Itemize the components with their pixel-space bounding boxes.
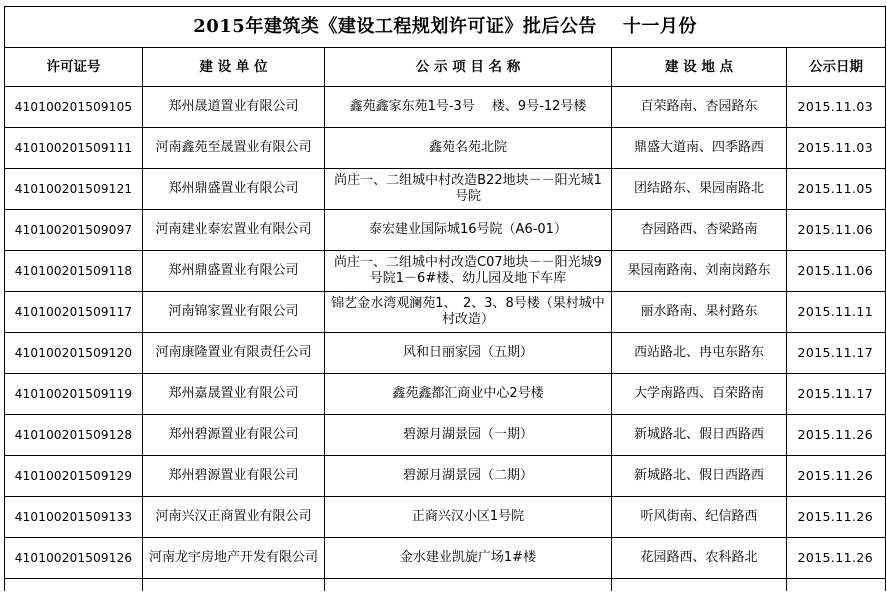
header-unit: 建 设 单 位 (143, 48, 325, 87)
header-row (5, 48, 886, 87)
cell-unit: 河南兴汉正商置业有限公司 (143, 497, 325, 538)
cell-permit-no: 410100201509111 (5, 128, 143, 169)
cell-permit-no: 410100201509118 (5, 251, 143, 292)
cell-unit: 郑州晟道置业有限公司 (143, 87, 325, 128)
cell-location: 大学南路西、百荣路南 (612, 374, 787, 415)
table-row (5, 497, 886, 538)
table-row (5, 333, 886, 374)
cell-unit: 郑州碧源置业有限公司 (143, 456, 325, 497)
cell-project: 泰宏建业国际城16号院（A6-01） (325, 210, 612, 251)
cell-date: 2015.11.06 (787, 251, 886, 292)
cell-location: 新城路北、假日西路西 (612, 415, 787, 456)
cell-unit: 郑州嘉晟置业有限公司 (143, 374, 325, 415)
header-project: 公 示 项 目 名 称 (325, 48, 612, 87)
cell-location: 果园南路南、刘南岗路东 (612, 251, 787, 292)
title-row (5, 7, 886, 48)
cell-location: 丽水路南、果村路东 (612, 292, 787, 333)
table-row (5, 169, 886, 210)
empty-cell (325, 579, 612, 592)
cell-location: 花园路西、农科路北 (612, 538, 787, 579)
table-row (5, 538, 886, 579)
table-row (5, 292, 886, 333)
cell-project: 锦艺金水湾观澜苑1、 2、3、8号楼（果村城中村改造） (325, 292, 612, 333)
cell-permit-no: 410100201509133 (5, 497, 143, 538)
cell-permit-no: 410100201509117 (5, 292, 143, 333)
cell-permit-no: 410100201509126 (5, 538, 143, 579)
table-row (5, 374, 886, 415)
empty-cell (787, 579, 886, 592)
cell-project: 风和日丽家园（五期） (325, 333, 612, 374)
cell-permit-no: 410100201509121 (5, 169, 143, 210)
partial-row (5, 579, 886, 592)
cell-project: 正商兴汉小区1号院 (325, 497, 612, 538)
table-row (5, 87, 886, 128)
cell-location: 团结路东、果园南路北 (612, 169, 787, 210)
cell-unit: 河南建业泰宏置业有限公司 (143, 210, 325, 251)
cell-location: 听风街南、纪信路西 (612, 497, 787, 538)
cell-project: 尚庄一、二组城中村改造C07地块－－阳光城9号院1－6#楼、幼儿园及地下车库 (325, 251, 612, 292)
cell-unit: 郑州碧源置业有限公司 (143, 415, 325, 456)
cell-project: 金水建业凯旋广场1#楼 (325, 538, 612, 579)
cell-project: 鑫苑鑫家东苑1号-3号 楼、9号-12号楼 (325, 87, 612, 128)
cell-project: 尚庄一、二组城中村改造B22地块－－阳光城1号院 (325, 169, 612, 210)
cell-date: 2015.11.26 (787, 415, 886, 456)
table-row (5, 251, 886, 292)
cell-location: 新城路北、假日西路西 (612, 456, 787, 497)
cell-date: 2015.11.06 (787, 210, 886, 251)
table-title (5, 7, 886, 48)
cell-date: 2015.11.17 (787, 333, 886, 374)
cell-location: 鼎盛大道南、四季路西 (612, 128, 787, 169)
cell-permit-no: 410100201509119 (5, 374, 143, 415)
month-text: 十一月份 (622, 16, 697, 37)
cell-permit-no: 410100201509105 (5, 87, 143, 128)
cell-date: 2015.11.17 (787, 374, 886, 415)
cell-date: 2015.11.26 (787, 456, 886, 497)
empty-cell (612, 579, 787, 592)
empty-cell (143, 579, 325, 592)
cell-unit: 郑州鼎盛置业有限公司 (143, 169, 325, 210)
table-row (5, 415, 886, 456)
cell-date: 2015.11.03 (787, 128, 886, 169)
cell-date: 2015.11.11 (787, 292, 886, 333)
cell-permit-no: 410100201509097 (5, 210, 143, 251)
header-location: 建 设 地 点 (612, 48, 787, 87)
cell-unit: 河南龙宇房地产开发有限公司 (143, 538, 325, 579)
cell-unit: 河南鑫苑至晟置业有限公司 (143, 128, 325, 169)
title-text: 2015年建筑类《建设工程规划许可证》批后公告 (193, 16, 597, 37)
cell-unit: 河南康隆置业有限责任公司 (143, 333, 325, 374)
cell-date: 2015.11.03 (787, 87, 886, 128)
empty-cell (5, 579, 143, 592)
cell-date: 2015.11.05 (787, 169, 886, 210)
cell-location: 杏园路西、杏梁路南 (612, 210, 787, 251)
cell-project: 鑫苑鑫都汇商业中心2号楼 (325, 374, 612, 415)
cell-unit: 郑州鼎盛置业有限公司 (143, 251, 325, 292)
header-permit-no: 许可证号 (5, 48, 143, 87)
cell-location: 百荣路南、杏园路东 (612, 87, 787, 128)
cell-permit-no: 410100201509120 (5, 333, 143, 374)
table-row (5, 128, 886, 169)
cell-project: 碧源月湖景园（二期） (325, 456, 612, 497)
cell-location: 西站路北、冉屯东路东 (612, 333, 787, 374)
header-date: 公示日期 (787, 48, 886, 87)
table-row (5, 210, 886, 251)
table-row (5, 456, 886, 497)
cell-project: 碧源月湖景园（一期） (325, 415, 612, 456)
cell-permit-no: 410100201509128 (5, 415, 143, 456)
cell-unit: 河南锦家置业有限公司 (143, 292, 325, 333)
cell-date: 2015.11.26 (787, 538, 886, 579)
cell-project: 鑫苑名苑北院 (325, 128, 612, 169)
cell-permit-no: 410100201509129 (5, 456, 143, 497)
permit-announcement-table (4, 6, 886, 591)
cell-date: 2015.11.26 (787, 497, 886, 538)
